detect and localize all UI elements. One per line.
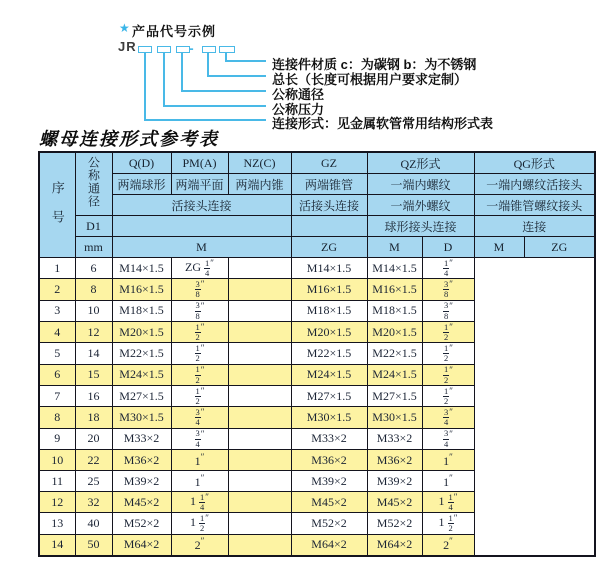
header-union-connection: 活接头连接 [112, 195, 291, 216]
cell-seq: 8 [39, 407, 75, 428]
header-gz-connection: 活接头连接 [291, 195, 367, 216]
cell-qz-m [228, 386, 291, 407]
inch-mark: ″ [449, 279, 453, 290]
cell-m: M24×1.5 [112, 364, 171, 385]
cell-seq: 2 [39, 279, 75, 300]
fraction: $\frac{3}{8}$ [444, 300, 449, 321]
fraction: $\frac{1}{2}$ [444, 321, 449, 343]
header-qg-taper-thread: 一端锥管螺纹接头 [474, 195, 595, 216]
cell-dn: 10 [75, 300, 112, 321]
col-header-seq [39, 152, 75, 258]
diagram-label-connection: 连接形式：见金属软管常用结构形式表 [272, 116, 494, 131]
cell-m: M16×1.5 [112, 279, 171, 300]
cell-qz-m [228, 364, 291, 385]
fraction: $\frac{1}{2}$ [200, 513, 205, 534]
table-row [39, 513, 595, 534]
star-icon: ★ [119, 21, 130, 35]
col-subheader-pm: 两端平面 [171, 174, 228, 195]
inch-mark: ″ [449, 343, 453, 354]
cell-gz [171, 300, 228, 321]
fraction: $\frac{1}{2}$ [444, 385, 449, 407]
inch-mark: ″ [449, 386, 453, 397]
cell-qg-m: M22×1.5 [367, 343, 422, 364]
cell-gz: ZG $\frac{1}{4}$ ″ [171, 258, 228, 279]
cell-m: M22×1.5 [112, 343, 171, 364]
cell-qz-d: M45×2 [291, 492, 367, 513]
inch-mark: ″ [200, 300, 205, 311]
diagram-label-length: 总长（长度可根据用户要求定制） [272, 72, 468, 87]
cell-qz-m [228, 258, 291, 279]
connector-line [181, 53, 183, 91]
cell-dn: 15 [75, 364, 112, 385]
col-header-q: Q(D) [112, 152, 171, 174]
cell-m: M30×1.5 [112, 407, 171, 428]
cell-gz [171, 322, 228, 343]
cell-m: M18×1.5 [112, 300, 171, 321]
cell-qz-d: M16×1.5 [291, 279, 367, 300]
col-subheader-qz: 一端内螺纹 [367, 174, 474, 195]
cell-qz-m [228, 534, 291, 556]
header-qz-unit-d: D [422, 237, 474, 258]
code-box-4 [202, 46, 216, 53]
cell-seq: 6 [39, 364, 75, 385]
cell-qg-m: M20×1.5 [367, 322, 422, 343]
cell-seq: 13 [39, 513, 75, 534]
cell-qz-d: M14×1.5 [291, 258, 367, 279]
cell-qg-m: M24×1.5 [367, 364, 422, 385]
cell-gz: 2″ [171, 534, 228, 556]
cell-qz-d: M18×1.5 [291, 300, 367, 321]
cell-qz-m [228, 471, 291, 492]
cell-qg-zg [422, 279, 474, 300]
code-box-2 [157, 46, 171, 53]
nut-connection-table [38, 151, 596, 557]
cell-m: M20×1.5 [112, 322, 171, 343]
cell-qz-m [228, 513, 291, 534]
inch-mark: ″ [449, 364, 453, 375]
inch-mark: ″ [200, 364, 205, 375]
inch-mark: ″ [453, 513, 458, 524]
inch-mark: ″ [449, 300, 453, 311]
cell-qg-zg: 2″ [422, 534, 474, 556]
cell-qg-m: M18×1.5 [367, 300, 422, 321]
col-header-qg: QG形式 [474, 152, 595, 174]
cell-qz-d: M52×2 [291, 513, 367, 534]
connector-line [144, 119, 266, 121]
cell-seq: 3 [39, 300, 75, 321]
inch-mark: ″ [205, 513, 209, 524]
cell-qg-zg [422, 300, 474, 321]
inch-mark: ″ [449, 322, 453, 333]
cell-m: M52×2 [112, 513, 171, 534]
cell-qg-zg: 1 $\frac{1}{2}$ ″ [422, 513, 474, 534]
cell-seq: 14 [39, 534, 75, 556]
cell-dn: 12 [75, 322, 112, 343]
cell-qg-m: M45×2 [367, 492, 422, 513]
code-prefix: JR [118, 39, 137, 54]
connector-line [207, 75, 266, 77]
cell-m: M14×1.5 [112, 258, 171, 279]
col-header-gz: GZ [291, 152, 367, 174]
cell-dn: 22 [75, 450, 112, 471]
inch-mark: ″ [200, 322, 205, 333]
table-row [39, 450, 595, 471]
cell-dn: 14 [75, 343, 112, 364]
col-subheader-qg: 一端内螺纹活接头 [474, 174, 595, 195]
cell-m: M36×2 [112, 450, 171, 471]
inch-mark: ″ [449, 407, 453, 418]
cell-seq: 4 [39, 322, 75, 343]
cell-qz-m [228, 450, 291, 471]
header-blank-mnz [112, 216, 291, 237]
inch-mark: ″ [449, 258, 453, 268]
cell-qz-d: M64×2 [291, 534, 367, 556]
fraction: $\frac{1}{2}$ [195, 385, 200, 407]
cell-qz-d: M39×2 [291, 471, 367, 492]
diagram-label-pressure: 公称压力 [272, 102, 325, 117]
cell-qz-m [228, 300, 291, 321]
cell-qz-d: M30×1.5 [291, 407, 367, 428]
inch-mark: ″ [200, 428, 205, 439]
cell-qg-zg [422, 428, 474, 449]
cell-seq: 5 [39, 343, 75, 364]
cell-qz-d: M24×1.5 [291, 364, 367, 385]
cell-dn: 16 [75, 386, 112, 407]
header-qg-unit-zg: ZG [524, 237, 595, 258]
cell-seq: 9 [39, 428, 75, 449]
cell-gz [171, 428, 228, 449]
inch-mark: ″ [210, 258, 214, 268]
cell-qz-m [228, 492, 291, 513]
connector-line [225, 60, 266, 62]
table-header [39, 152, 595, 258]
header-qg-unit-m: M [474, 237, 524, 258]
connector-line [163, 53, 165, 106]
table-body [39, 258, 595, 556]
col-header-qz: QZ形式 [367, 152, 474, 174]
cell-qz-m [228, 279, 291, 300]
cell-gz [171, 407, 228, 428]
cell-qg-zg [422, 322, 474, 343]
cell-gz: 1 $\frac{1}{4}$ ″ [171, 492, 228, 513]
cell-qg-m: M27×1.5 [367, 386, 422, 407]
inch-mark: ″ [453, 492, 458, 503]
table-row [39, 322, 595, 343]
cell-dn: 8 [75, 279, 112, 300]
col-header-nz: NZ(C) [228, 152, 291, 174]
cell-dn: 32 [75, 492, 112, 513]
inch-mark: ″ [200, 343, 205, 354]
table-row [39, 386, 595, 407]
inch-mark: ″ [200, 472, 205, 483]
cell-qg-zg: 1 $\frac{1}{4}$ ″ [422, 492, 474, 513]
cell-qg-zg [422, 364, 474, 385]
col-subheader-nz: 两端内锥 [228, 174, 291, 195]
cell-qg-m: M16×1.5 [367, 279, 422, 300]
table-row [39, 407, 595, 428]
fraction: $\frac{3}{4}$ [444, 407, 449, 428]
code-box-3 [176, 46, 190, 53]
fraction: $\frac{1}{4}$ [448, 491, 453, 513]
cell-qg-m: M39×2 [367, 471, 422, 492]
header-d1: D1 [75, 216, 112, 237]
cell-m: M33×2 [112, 428, 171, 449]
cell-qz-d: M22×1.5 [291, 343, 367, 364]
cell-qz-m [228, 428, 291, 449]
fraction: $\frac{1}{2}$ [444, 364, 449, 385]
header-unit-m: M [112, 237, 291, 258]
table-row [39, 300, 595, 321]
header-blank-gz [291, 216, 367, 237]
table-row [39, 258, 595, 279]
fraction: $\frac{3}{4}$ [195, 428, 200, 449]
cell-gz: 1″ [171, 450, 228, 471]
cell-qg-m: M52×2 [367, 513, 422, 534]
inch-mark: ″ [200, 536, 205, 547]
cell-qg-m: M33×2 [367, 428, 422, 449]
cell-qg-zg [422, 343, 474, 364]
col-header-dn-label: 公称通径 [86, 156, 101, 208]
cell-qg-m: M14×1.5 [367, 258, 422, 279]
inch-mark: ″ [449, 428, 453, 439]
cell-qz-m [228, 407, 291, 428]
inch-mark: ″ [449, 536, 453, 547]
inch-mark: ″ [200, 279, 205, 290]
inch-mark: ″ [200, 451, 205, 462]
cell-gz [171, 343, 228, 364]
fraction: $\frac{1}{2}$ [448, 513, 453, 534]
diagram-title: 产品代号示例 [132, 24, 217, 39]
code-box-5 [219, 46, 235, 53]
inch-mark: ″ [200, 407, 205, 418]
table-row [39, 428, 595, 449]
header-unit-zg: ZG [291, 237, 367, 258]
inch-mark: ″ [200, 386, 205, 397]
fraction: $\frac{3}{8}$ [195, 279, 200, 300]
cell-dn: 40 [75, 513, 112, 534]
fraction: $\frac{3}{4}$ [195, 407, 200, 428]
cell-qg-zg [422, 386, 474, 407]
cell-dn: 50 [75, 534, 112, 556]
code-dash: - [189, 40, 194, 56]
cell-qz-m [228, 322, 291, 343]
connector-line [181, 90, 266, 92]
cell-qz-d: M20×1.5 [291, 322, 367, 343]
cell-qz-d: M33×2 [291, 428, 367, 449]
col-subheader-gz: 两端锥管 [291, 174, 367, 195]
table-row [39, 471, 595, 492]
fraction: $\frac{3}{8}$ [195, 300, 200, 321]
fraction: $\frac{3}{8}$ [444, 279, 449, 300]
cell-seq: 1 [39, 258, 75, 279]
table-row [39, 492, 595, 513]
header-qz-unit-m: M [367, 237, 422, 258]
table-row [39, 364, 595, 385]
col-header-seq-label: 序号 [49, 181, 65, 239]
inch-mark: ″ [449, 472, 453, 483]
inch-mark: ″ [449, 451, 453, 462]
cell-seq: 7 [39, 386, 75, 407]
cell-qg-zg [422, 407, 474, 428]
connector-line [144, 53, 146, 120]
cell-dn: 25 [75, 471, 112, 492]
cell-gz [171, 364, 228, 385]
col-header-pm: PM(A) [171, 152, 228, 174]
diagram-label-diameter: 公称通径 [272, 87, 325, 102]
cell-gz [171, 279, 228, 300]
code-box-1 [138, 46, 152, 53]
cell-m: M39×2 [112, 471, 171, 492]
cell-seq: 12 [39, 492, 75, 513]
cell-m: M45×2 [112, 492, 171, 513]
cell-m: M64×2 [112, 534, 171, 556]
cell-qg-zg: 1″ [422, 450, 474, 471]
table-row [39, 534, 595, 556]
fraction: $\frac{1}{4}$ [205, 257, 210, 278]
cell-gz: 1″ [171, 471, 228, 492]
col-header-dn [75, 152, 112, 216]
cell-gz [171, 386, 228, 407]
fraction: $\frac{3}{4}$ [444, 428, 449, 449]
cell-qz-m [228, 343, 291, 364]
fraction: $\frac{1}{2}$ [444, 343, 449, 364]
fraction: $\frac{1}{2}$ [195, 364, 200, 385]
cell-qg-m: M64×2 [367, 534, 422, 556]
cell-seq: 11 [39, 471, 75, 492]
connector-line [207, 53, 209, 76]
col-subheader-q: 两端球形 [112, 174, 171, 195]
header-qz-external-thread: 一端外螺纹 [367, 195, 474, 216]
cell-m: M27×1.5 [112, 386, 171, 407]
inch-mark: ″ [205, 492, 209, 503]
cell-dn: 18 [75, 407, 112, 428]
fraction: $\frac{1}{2}$ [195, 321, 200, 343]
header-mm: mm [75, 237, 112, 258]
cell-qz-d: M36×2 [291, 450, 367, 471]
connector-line [163, 105, 266, 107]
fraction: $\frac{1}{2}$ [195, 343, 200, 364]
table-title: 螺母连接形式参考表 [39, 129, 219, 150]
cell-seq: 10 [39, 450, 75, 471]
header-qz-ball-connection: 球形接头连接 [367, 216, 474, 237]
cell-gz: 1 $\frac{1}{2}$ ″ [171, 513, 228, 534]
cell-qg-zg: 1″ [422, 471, 474, 492]
fraction: $\frac{1}{4}$ [444, 257, 449, 278]
cell-qg-m: M30×1.5 [367, 407, 422, 428]
table-row [39, 279, 595, 300]
cell-dn: 6 [75, 258, 112, 279]
cell-dn: 20 [75, 428, 112, 449]
diagram-label-material: 连接件材质 c：为碳钢 b：为不锈钢 [272, 57, 477, 72]
fraction: $\frac{1}{4}$ [200, 491, 205, 513]
header-qg-connection: 连接 [474, 216, 595, 237]
cell-qz-d: M27×1.5 [291, 386, 367, 407]
cell-qg-zg [422, 258, 474, 279]
table-row [39, 343, 595, 364]
cell-qg-m: M36×2 [367, 450, 422, 471]
